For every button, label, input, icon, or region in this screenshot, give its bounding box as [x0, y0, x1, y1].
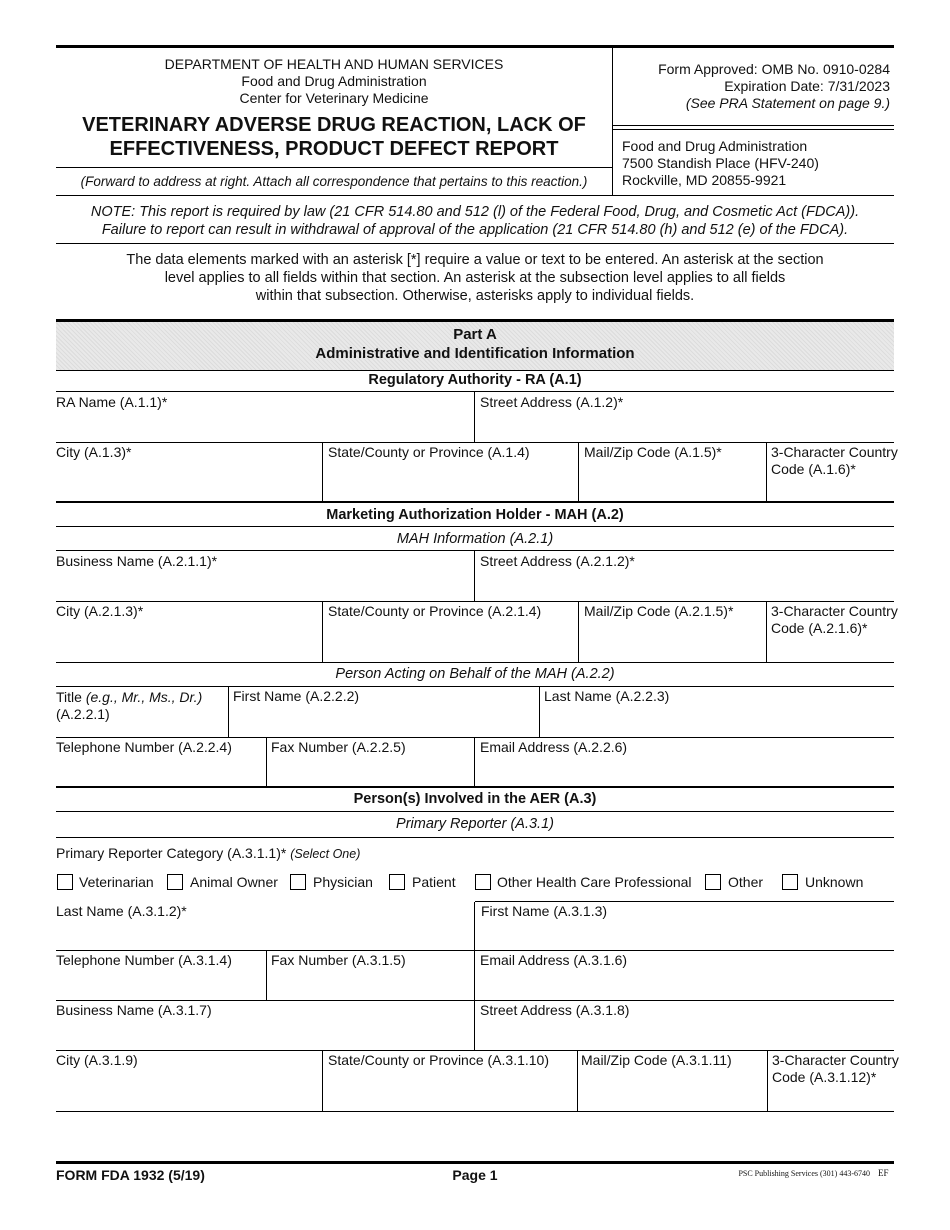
expiration-date: Expiration Date: 7/31/2023 [724, 78, 890, 94]
law-note-line1: NOTE: This report is required by law (21 CFR 514.80 and 512 (l) of the Federal Food, Drug, and Cosmetic Act (FDCA)). [90, 204, 860, 220]
aer-telephone-field[interactable] [56, 951, 266, 1000]
omb-number: Form Approved: OMB No. 0910-0284 [658, 61, 890, 77]
checkbox-other-hcp[interactable] [475, 874, 491, 890]
department-name: DEPARTMENT OF HEALTH AND HUMAN SERVICES [164, 56, 504, 72]
aer-bottom-rule [56, 1111, 894, 1112]
part-a-subtitle: Administrative and Identification Information [315, 345, 635, 362]
mah-country-label-1: 3-Character Country [771, 603, 898, 619]
mah-last-name-label: Last Name (A.2.2.3) [544, 688, 670, 704]
forward-note: (Forward to address at right. Attach all correspondence that pertains to this reaction.) [80, 174, 588, 189]
mah-fax-label: Fax Number (A.2.2.5) [271, 739, 406, 755]
aer-business-field[interactable] [56, 1001, 474, 1050]
mah-country-field[interactable] [767, 602, 898, 662]
title-rule [56, 167, 612, 168]
mah-zip-field[interactable] [579, 602, 766, 662]
form-title-line1: VETERINARY ADVERSE DRUG REACTION, LACK OF [82, 114, 586, 136]
publisher-note: PSC Publishing Services (301) 443-6740 [738, 1169, 870, 1178]
aer-last-name-label: Last Name (A.3.1.2)* [56, 903, 187, 919]
mah-state-field[interactable] [323, 602, 578, 662]
ra-heading: Regulatory Authority - RA (A.1) [368, 372, 582, 388]
asterisk-note [56, 251, 894, 305]
mah-state-label: State/County or Province (A.2.1.4) [328, 603, 542, 619]
mah-business-field[interactable] [56, 551, 474, 601]
option-animal-owner-label: Animal Owner [190, 874, 278, 890]
mah-title-code: (A.2.2.1) [56, 706, 110, 722]
aer-telephone-label: Telephone Number (A.3.1.4) [56, 952, 232, 968]
agency-name: Food and Drug Administration [241, 73, 427, 89]
mah-zip-label: Mail/Zip Code (A.2.1.5)* [584, 603, 734, 619]
ra-state-label: State/County or Province (A.1.4) [328, 444, 530, 460]
ra-name-label: RA Name (A.1.1)* [56, 394, 168, 410]
address-line1: Food and Drug Administration [622, 138, 808, 154]
mah-title-label [56, 689, 202, 706]
center-name: Center for Veterinary Medicine [239, 90, 429, 106]
mah-bottom-rule [56, 786, 894, 788]
aer-street-label: Street Address (A.3.1.8) [480, 1002, 630, 1018]
header-bottom-rule [56, 195, 894, 196]
reporter-category-label [56, 845, 360, 863]
notes-rule [56, 243, 894, 244]
aer-zip-label: Mail/Zip Code (A.3.1.11) [581, 1052, 732, 1068]
aer-first-name-field[interactable] [475, 902, 894, 950]
aer-heading: Person(s) Involved in the AER (A.3) [353, 791, 597, 807]
aer-state-label: State/County or Province (A.3.1.10) [328, 1052, 549, 1068]
form-id: FORM FDA 1932 (5/19) [56, 1167, 205, 1183]
checkbox-animal-owner[interactable] [167, 874, 183, 890]
option-other-label: Other [728, 874, 764, 890]
ra-country-label-2: Code (A.1.6)* [771, 461, 856, 477]
asterisk-note-line1: The data elements marked with an asterisk [*] require a value or text to be entered. An asterisk at the section [126, 252, 824, 268]
aer-email-label: Email Address (A.3.1.6) [480, 952, 628, 968]
page-number: Page 1 [452, 1167, 498, 1183]
aer-heading-rule [56, 811, 894, 812]
ra-zip-label: Mail/Zip Code (A.1.5)* [584, 444, 722, 460]
reporter-category-hint: (Select One) [290, 847, 361, 861]
aer-street-field[interactable] [475, 1001, 894, 1050]
mah-heading-rule [56, 526, 894, 527]
mailing-address [622, 138, 819, 189]
option-unknown-label: Unknown [805, 874, 864, 890]
option-veterinarian-label: Veterinarian [79, 874, 154, 890]
law-note-line2: Failure to report can result in withdrawal of approval of the application (21 CFR 514.80 (h) and 512 (e) of the FDCA). [101, 222, 849, 238]
mah-last-name-field[interactable] [540, 687, 894, 737]
aer-country-label-2: Code (A.3.1.12)* [772, 1069, 877, 1085]
omb-block [618, 61, 890, 112]
ra-street-field[interactable] [475, 392, 894, 442]
aer-fax-label: Fax Number (A.3.1.5) [271, 952, 406, 968]
address-line2: 7500 Standish Place (HFV-240) [622, 155, 819, 171]
aer-country-label-1: 3-Character Country [772, 1052, 899, 1068]
mah-title-example: (e.g., Mr., Ms., Dr.) [85, 689, 203, 705]
ra-country-field[interactable] [767, 443, 898, 501]
address-line3: Rockville, MD 20855-9921 [622, 172, 787, 188]
aer-city-label: City (A.3.1.9) [56, 1052, 138, 1068]
mah-email-label: Email Address (A.2.2.6) [480, 739, 628, 755]
mah-street-field[interactable] [475, 551, 894, 601]
omb-rule-1 [612, 125, 894, 126]
checkbox-patient[interactable] [389, 874, 405, 890]
aer-email-field[interactable] [475, 951, 894, 1000]
omb-rule-2 [612, 129, 894, 130]
footer-rule [56, 1161, 894, 1164]
aer-fax-field[interactable] [267, 951, 474, 1000]
form-title-line2: EFFECTIVENESS, PRODUCT DEFECT REPORT [109, 138, 559, 160]
ra-street-label: Street Address (A.1.2)* [480, 394, 624, 410]
ra-city-field[interactable] [56, 443, 322, 501]
ra-name-field[interactable] [56, 392, 474, 442]
aer-first-name-label: First Name (A.3.1.3) [481, 903, 608, 919]
mah-first-name-label: First Name (A.2.2.2) [233, 688, 360, 704]
mah-telephone-field[interactable] [56, 738, 266, 786]
mah-business-label: Business Name (A.2.1.1)* [56, 553, 218, 569]
option-physician-label: Physician [313, 874, 373, 890]
part-a-banner [56, 319, 894, 371]
mah-fax-field[interactable] [267, 738, 474, 786]
mah-street-label: Street Address (A.2.1.2)* [480, 553, 635, 569]
mah-email-field[interactable] [475, 738, 894, 786]
pra-note: (See PRA Statement on page 9.) [685, 95, 890, 111]
mah-first-name-field[interactable] [229, 687, 539, 737]
part-a-title: Part A [453, 326, 497, 343]
checkbox-unknown[interactable] [782, 874, 798, 890]
aer-state-field[interactable] [323, 1051, 577, 1111]
header-divider [612, 45, 613, 195]
primary-reporter-rule [56, 837, 894, 838]
ef-mark: EF [878, 1168, 889, 1178]
option-patient-label: Patient [412, 874, 456, 890]
primary-reporter-heading: Primary Reporter (A.3.1) [396, 816, 554, 832]
checkbox-other[interactable] [705, 874, 721, 890]
ra-country-label-1: 3-Character Country [771, 444, 898, 460]
mah-heading: Marketing Authorization Holder - MAH (A.2) [326, 507, 624, 523]
header-top-rule [56, 45, 894, 48]
mah-person-heading: Person Acting on Behalf of the MAH (A.2.2) [335, 666, 615, 682]
aer-city-field[interactable] [56, 1051, 322, 1111]
ra-state-field[interactable] [323, 443, 578, 501]
mah-title-prefix: Title [56, 689, 86, 705]
asterisk-note-line2: level applies to all fields within that section. An asterisk at the subsection level applies to all fields [164, 270, 786, 286]
asterisk-note-line3: within that subsection. Otherwise, asterisks apply to individual fields. [255, 288, 695, 304]
law-note [56, 203, 894, 239]
reporter-category-text: Primary Reporter Category (A.3.1.1)* [56, 845, 287, 861]
aer-business-label: Business Name (A.3.1.7) [56, 1002, 212, 1018]
mah-country-label-2: Code (A.2.1.6)* [771, 620, 868, 636]
mah-info-heading: MAH Information (A.2.1) [396, 531, 554, 547]
ra-zip-field[interactable] [579, 443, 766, 501]
mah-row-rule-2 [56, 662, 894, 663]
mah-telephone-label: Telephone Number (A.2.2.4) [56, 739, 232, 755]
aer-zip-field[interactable] [578, 1051, 767, 1111]
aer-last-name-field[interactable] [56, 902, 474, 950]
ra-bottom-rule [56, 501, 894, 503]
form-title [56, 113, 612, 161]
option-other-hcp-label: Other Health Care Professional [497, 874, 692, 890]
mah-city-field[interactable] [56, 602, 322, 662]
header-agency-block [56, 56, 612, 107]
checkbox-veterinarian[interactable] [57, 874, 73, 890]
aer-country-field[interactable] [768, 1051, 899, 1111]
mah-title-field[interactable] [56, 687, 228, 737]
mah-city-label: City (A.2.1.3)* [56, 603, 144, 619]
checkbox-physician[interactable] [290, 874, 306, 890]
ra-city-label: City (A.1.3)* [56, 444, 132, 460]
